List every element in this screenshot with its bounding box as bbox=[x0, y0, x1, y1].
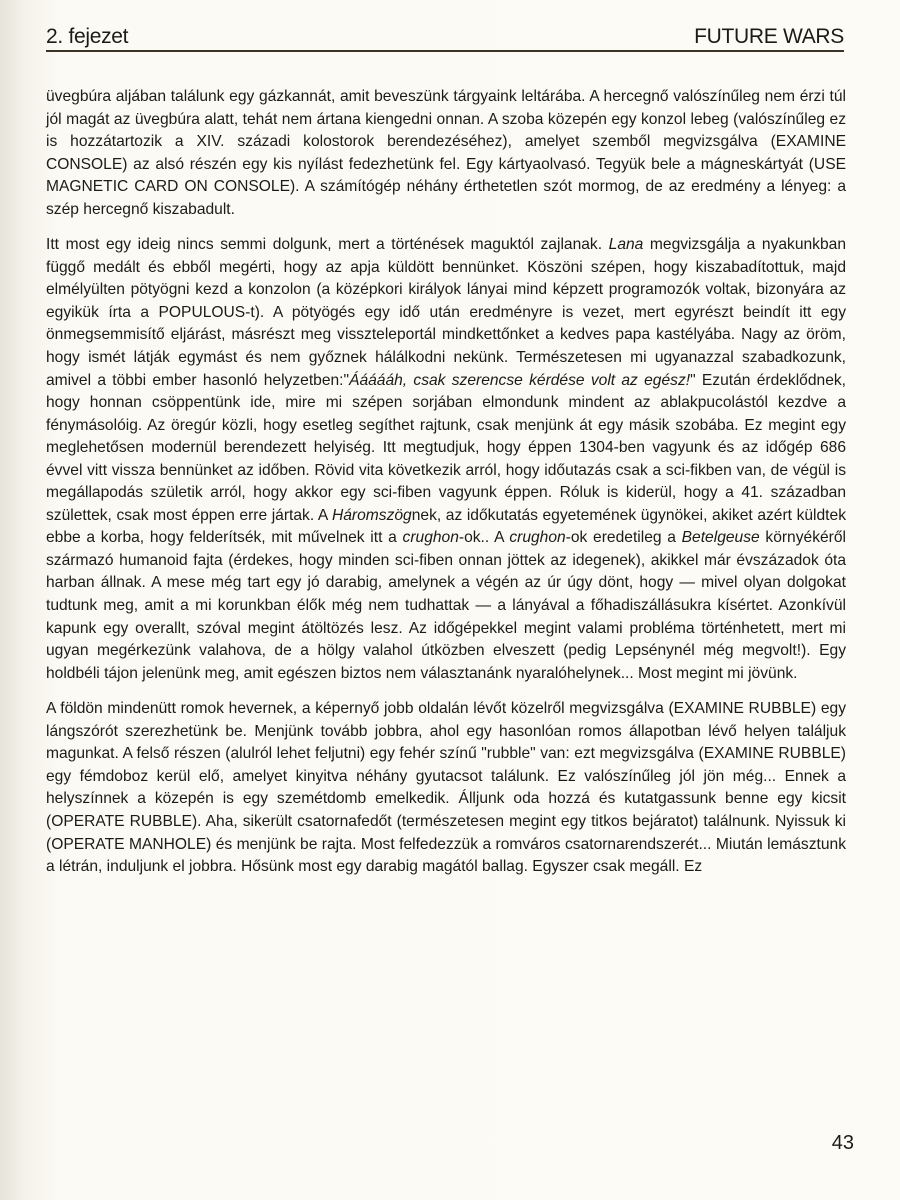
italic-text: crughon bbox=[402, 529, 459, 547]
italic-text: Betelgeuse bbox=[681, 529, 760, 547]
chapter-label: 2. fejezet bbox=[46, 25, 129, 48]
text-run: " Ezután érdeklődnek, hogy honnan csöppentünk ide, mire mi szépen sorjában elmondunk mindent az ablakpucolástól kezdve a fénymásolóig. Az öregúr közli, hogy esetleg segíthet rajtunk, csak menjünk át egy másik szobába. Ez megint egy meglehetősen modernül berendezett helyiség. Itt megtudjuk, hogy éppen 1304-ben vagyunk és az időgép 686 évvel vitt vissza bennünket az időben. Rövid vita következik arról, hogy időutazás csak a sci-fikben van, de végül is megállapodás születik arról, hogy akkor egy sci-fiben vagyunk éppen. Róluk is kiderül, hogy a 41. században születtek, csak most éppen erre jártak. A bbox=[46, 371, 846, 524]
text-run: -ok.. A bbox=[458, 529, 510, 547]
italic-text: Lana bbox=[608, 236, 644, 254]
italic-text: Áááááh, csak szerencse kérdése volt az egész! bbox=[349, 371, 691, 389]
paragraph bbox=[46, 698, 846, 878]
italic-text: Háromszög bbox=[332, 506, 412, 524]
text-run: nek, az időkutatás egyetemének ügynökei, akiket azért küldtek ebbe a korba, hogy felderítsék, mit művelnek itt a bbox=[46, 506, 846, 547]
text-run: környékéről származó humanoid fajta (érdekes, hogy minden sci-fiben onnan jöttek az idegenek), akikkel már évszázadok óta harban állnak. A mese még tart egy jó darabig, amelynek a végén az úr úgy dönt, hogy — mivel olyan dolgokat tudtunk meg, amit a mi korunkban élők még nem tudhattak — a lányával a főhadiszállásukra kísértet. Azonkívül kapunk egy overallt, szóval megint átöltözés lesz. Az időgépekkel megint valami probléma történhetett, mert mi ugyan megérkezünk valahova, de a hölgy valahol útközben elveszett (pedig Lepsénynél még megvolt!). Egy holdbéli tájon jelenünk meg, amit egészen biztos nem választanánk nyaralóhelynek... Most megint mi jövünk. bbox=[46, 529, 847, 682]
text-run: A földön mindenütt romok hevernek, a képernyő jobb oldalán lévőt közelről megvizsgálva (EXAMINE RUBBLE) egy lángszórót szerezhetünk be. Menjünk tovább jobbra, ahol egy hasonlóan romos állapotban lévő helyen találjuk magunkat. A felső részen (alulról lehet feljutni) egy fehér színű "rubble" van: ezt megvizsgálva (EXAMINE RUBBLE) egy fémdoboz kerül elő, amelyet kinyitva néhány gyutacsot találunk. Ez valószínűleg jól jön még... Ennek a helyszínnek a közepén is egy szemétdomb emelkedik. Álljunk oda hozzá és kutatgassunk benne egy kicsit (OPERATE RUBBLE). Aha, sikerült csatornafedőt (természetesen megint egy titkos bejáratot) találnunk. Nyissuk ki (OPERATE MANHOLE) és menjünk be rajta. Most felfedezzük a romváros csatornarendszerét... Miután lemásztunk a létrán, induljunk el jobbra. Hősünk most egy darabig magától ballag. Egyszer csak megáll. Ez bbox=[46, 700, 846, 876]
text-run: üvegbúra aljában találunk egy gázkannát, amit beveszünk tárgyaink leltárába. A hercegnő valószínűleg nem érzi túl jól magát az üvegbúra alatt, tehát nem ártana kiengedni onnan. A szoba közepén egy konzol lebeg (valószínűleg ez is hozzátartozik a XIV. századi kolostorok berendezéséhez), amelyet szemből megvizsgálva (EXAMINE CONSOLE) az alsó részén egy kis nyílást fedezhetünk fel. Egy kártyaolvasó. Tegyük bele a mágneskártyát (USE MAGNETIC CARD ON CONSOLE). A számítógép néhány érthetetlen szót mormog, de az eredmény a lényeg: a szép hercegnő kiszabadult. bbox=[46, 88, 846, 218]
text-run: megvizsgálja a nyakunkban függő medált és ebből megérti, hogy az apja küldött bennünket. Köszöni szépen, hogy kiszabadítottuk, majd elmélyülten pötyögni kezd a konzolon (a középkori királyok lányai mind képzett programozók voltak, bizonyára az egyikük írta a POPULOUS-t). A pötyögés egy idő után eredményre is vezet, mert egyrészt beindít itt egy önmegsemmisítő eljárást, másrészt meg visszteleportál mindkettőnket a kedves papa kastélyába. Nagy az öröm, hogy ismét látják egymást és nem győznek hálálkodni nekünk. Természetesen mi ugyanazzal szabadkozunk, amivel a többi ember hasonló helyzetben:" bbox=[46, 236, 846, 389]
paragraph bbox=[46, 86, 846, 221]
text-run: Itt most egy ideig nincs semmi dolgunk, mert a történések maguktól zajlanak. bbox=[46, 236, 609, 254]
running-header bbox=[46, 26, 844, 52]
book-title: FUTURE WARS bbox=[694, 25, 844, 48]
page-number: 43 bbox=[831, 1132, 854, 1154]
paragraph bbox=[46, 234, 846, 685]
italic-text: crughon bbox=[509, 529, 566, 547]
body-text bbox=[46, 86, 846, 892]
text-run: -ok eredetileg a bbox=[565, 529, 682, 547]
